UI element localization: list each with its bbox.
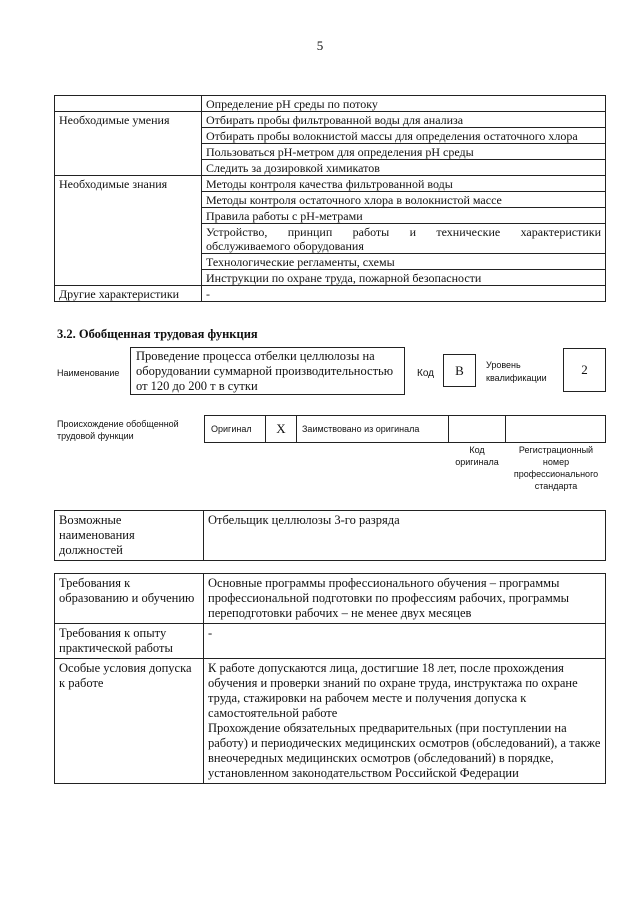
positions-table [54, 510, 606, 561]
row-value: Методы контроля остаточного хлора в волокнистой массе [202, 192, 606, 208]
section-title: 3.2. Обобщенная трудовая функция [57, 327, 258, 341]
row-label: Необходимые умения [55, 112, 202, 128]
row-label [55, 224, 202, 254]
original-label: Оригинал [211, 424, 252, 434]
code-original-caption: Код оригинала [455, 445, 499, 467]
code-value: B [443, 354, 476, 387]
reg-number-caption: Регистрационный номер профессионального стандарта [513, 445, 599, 491]
row-label [55, 96, 202, 112]
table-row [55, 270, 606, 286]
function-name-value: Проведение процесса отбелки целлюлозы на оборудовании суммарной производительностью от 120 до 200 т в сутки [130, 347, 405, 395]
row-value: - [202, 286, 606, 302]
table-row [55, 176, 606, 192]
requirement-label: Требования к образованию и обучению [55, 574, 204, 624]
table-row [55, 208, 606, 224]
row-value: Методы контроля качества фильтрованной воды [202, 176, 606, 192]
row-label: Другие характеристики [55, 286, 202, 302]
table-row [55, 574, 606, 624]
reg-number-cell [505, 415, 606, 443]
row-value: Устройство, принцип работы и технические характеристики обслуживаемого оборудования [202, 224, 606, 254]
name-label: Наименование [57, 368, 120, 378]
table-row [55, 254, 606, 270]
table-row [55, 96, 606, 112]
original-code-cell [448, 415, 506, 443]
level-value: 2 [563, 348, 606, 392]
positions-value: Отбельщик целлюлозы 3-го разряда [204, 511, 606, 561]
page-number: 5 [316, 38, 324, 53]
requirement-paragraph: К работе допускаются лица, достигшие 18 лет, после прохождения обучения и проверки знаний по охране труда, инструктажа по охране труда, стажировки на рабочем месте и получения допуска к самостоятельной работе [208, 661, 578, 720]
requirements-table [54, 573, 606, 784]
table-row [55, 160, 606, 176]
requirement-label: Особые условия допуска к работе [55, 659, 204, 784]
row-label [55, 270, 202, 286]
row-value: Следить за дозировкой химикатов [202, 160, 606, 176]
row-label [55, 208, 202, 224]
row-value: Отбирать пробы волокнистой массы для определения остаточного хлора [202, 128, 606, 144]
row-label [55, 160, 202, 176]
requirement-value [204, 659, 606, 784]
row-value: Пользоваться pH-метром для определения pH среды [202, 144, 606, 160]
row-label [55, 128, 202, 144]
origin-table [204, 415, 606, 443]
row-value: Технологические регламенты, схемы [202, 254, 606, 270]
requirement-label: Требования к опыту практической работы [55, 624, 204, 659]
table-row [55, 659, 606, 784]
requirement-paragraph: Прохождение обязательных предварительных (при поступлении на работу) и периодических медицинских осмотров (обследований), а также внеочередных медицинских осмотров (обследований) в порядке, установленном законодательством Российской Федерации [208, 721, 601, 780]
table-row [55, 144, 606, 160]
row-value: Правила работы с pH-метрами [202, 208, 606, 224]
code-label: Код [417, 368, 435, 379]
row-value: Определение pH среды по потоку [202, 96, 606, 112]
requirement-value: - [204, 624, 606, 659]
original-mark: X [265, 415, 297, 443]
requirement-value: Основные программы профессионального обучения – программы профессиональной подготовки по профессиям рабочих, программы переподготовки рабочих – не менее двух месяцев [204, 574, 606, 624]
origin-label: Происхождение обобщенной трудовой функции [57, 419, 179, 441]
table-row [55, 624, 606, 659]
table-row [55, 224, 606, 254]
table-row [55, 112, 606, 128]
table-row [55, 511, 606, 561]
table-row [55, 128, 606, 144]
table-row [55, 286, 606, 302]
table-row [55, 192, 606, 208]
row-label: Необходимые знания [55, 176, 202, 192]
borrowed-label: Заимствовано из оригинала [302, 424, 420, 434]
row-value: Инструкции по охране труда, пожарной безопасности [202, 270, 606, 286]
level-label: Уровень квалификации [486, 360, 547, 383]
row-label [55, 144, 202, 160]
row-label [55, 192, 202, 208]
row-label [55, 254, 202, 270]
positions-label: Возможные наименования должностей [55, 511, 204, 561]
row-value: Отбирать пробы фильтрованной воды для анализа [202, 112, 606, 128]
competency-table [54, 95, 606, 302]
